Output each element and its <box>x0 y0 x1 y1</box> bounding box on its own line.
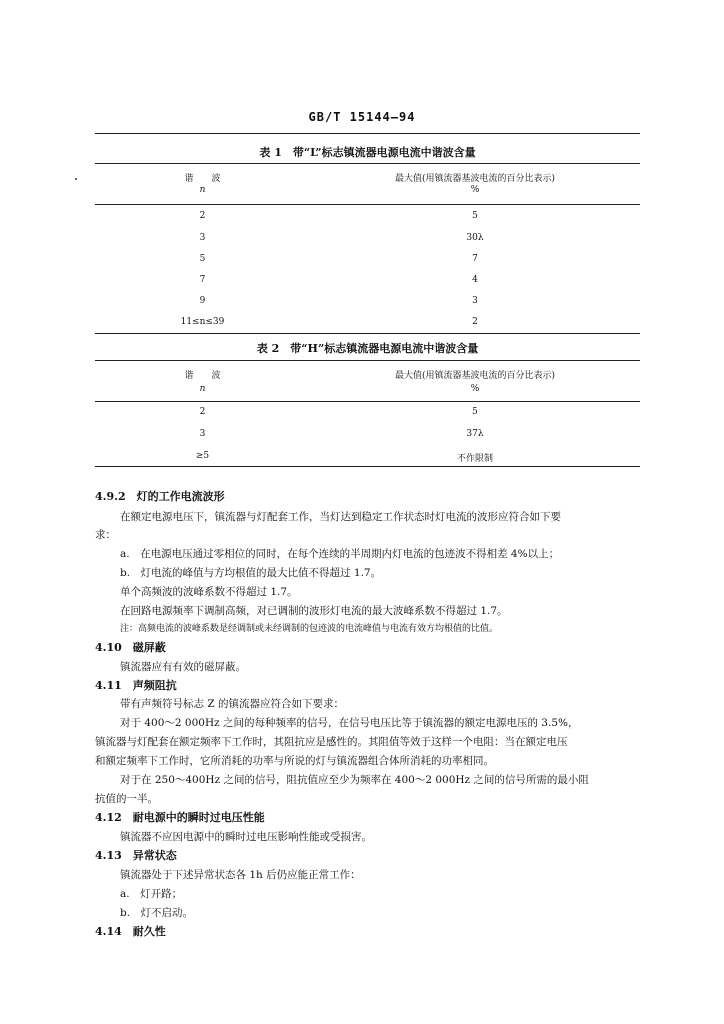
table2-row-n: 2 <box>199 407 206 417</box>
table2-header-rule <box>95 401 640 402</box>
list-item: b. 灯电流的峰值与方均根值的最大比值不得超过 1.7。 <box>120 567 382 579</box>
table1-row-n: 5 <box>199 254 206 264</box>
paragraph: 镇流器应有有效的磁屏蔽。 <box>120 661 246 673</box>
table2-top-rule <box>95 360 640 361</box>
paragraph: 镇流器不应因电源中的瞬时过电压影响性能或受损害。 <box>120 831 372 843</box>
section-4-12-title: 4.12 耐电源中的瞬时过电压性能 <box>95 811 265 824</box>
list-item: a. 灯开路； <box>120 888 183 900</box>
table1-bottom-rule <box>95 333 640 334</box>
paragraph: 求： <box>95 529 116 541</box>
table1-top-rule <box>95 163 640 164</box>
table1-row-n: 11≤n≤39 <box>180 317 225 327</box>
list-item: b. 灯不启动。 <box>120 907 194 919</box>
table1-caption: 表 1 带“L”标志镇流器电源电流中谐波含量 <box>259 146 476 159</box>
table1-row-n: 3 <box>199 233 206 243</box>
scan-speck <box>75 178 77 180</box>
table1-col1-sub: n <box>199 185 206 195</box>
table2-caption: 表 2 带“H”标志镇流器电源电流中谐波含量 <box>256 342 479 355</box>
table1-row-value: 3 <box>472 296 478 306</box>
table2-col2-sub: % <box>470 384 480 394</box>
section-4-14-title: 4.14 耐久性 <box>95 925 166 938</box>
table1-row-n: 9 <box>199 296 206 306</box>
paragraph: 在额定电源电压下，镇流器与灯配套工作，当灯达到稳定工作状态时灯电流的波形应符合如下要 <box>120 511 561 523</box>
table1-row-n: 2 <box>199 211 206 221</box>
paragraph: 单个高频波的波峰系数不得超过 1.7。 <box>120 586 298 598</box>
table2-row-value: 37λ <box>466 429 484 439</box>
section-4-13-title: 4.13 异常状态 <box>95 849 177 862</box>
table2-row-value: 不作限制 <box>456 454 493 464</box>
section-4-9-2-title: 4.9.2 灯的工作电流波形 <box>95 490 225 503</box>
paragraph: 和额定频率下工作时，它所消耗的功率与所说的灯与镇流器组合体所消耗的功率相同。 <box>95 755 494 767</box>
table1-col2-header: 最大值(用镇流器基波电流的百分比表示) <box>394 174 556 184</box>
table1-row-value: 7 <box>472 254 478 264</box>
table1-header-rule <box>95 204 640 205</box>
table1-col1-header: 谐 波 <box>184 174 221 184</box>
table2-row-n: 3 <box>199 429 206 439</box>
table2-col1-header: 谐 波 <box>184 371 221 381</box>
table2-col1-sub: n <box>199 384 206 394</box>
table2-col2-header: 最大值(用镇流器基波电流的百分比表示) <box>394 371 556 381</box>
note: 注：高频电流的波峰系数是经调制或未经调制的包迹波的电流峰值与电流有效方均根值的比值。 <box>120 624 499 634</box>
table1-row-n: 7 <box>199 275 206 285</box>
table1-row-value: 4 <box>472 275 478 285</box>
document-header: GB/T 15144—94 <box>308 110 416 124</box>
paragraph: 抗值的一半。 <box>95 793 158 805</box>
section-4-11-title: 4.11 声频阻抗 <box>95 679 177 692</box>
paragraph: 在回路电源频率下调制高频，对已调制的波形灯电流的最大波峰系数不得超过 1.7。 <box>120 605 508 617</box>
section-4-10-title: 4.10 磁屏蔽 <box>95 641 166 654</box>
table2-row-n: ≥5 <box>195 451 210 461</box>
table1-col2-sub: % <box>470 185 480 195</box>
paragraph: 对于在 250～400Hz 之间的信号，阻抗值应至少为频率在 400～2 000Hz 之间的信号所需的最小阻 <box>120 774 589 786</box>
table1-row-value: 30λ <box>466 233 484 243</box>
paragraph: 对于 400～2 000Hz 之间的每种频率的信号，在信号电压比等于镇流器的额定电源电压的 3.5%， <box>120 717 579 729</box>
paragraph: 镇流器与灯配套在额定频率下工作时，其阻抗应是感性的。其阻值等效于这样一个电阻：当在额定电压 <box>95 736 568 748</box>
paragraph: 镇流器处于下述异常状态各 1h 后仍应能正常工作： <box>120 869 361 881</box>
table2-row-value: 5 <box>472 407 478 417</box>
table1-row-value: 2 <box>472 317 478 327</box>
table1-row-value: 5 <box>472 211 478 221</box>
header-rule <box>95 133 640 134</box>
list-item: a. 在电源电压通过零相位的同时，在每个连续的半周期内灯电流的包迹波不得相差 4%以上； <box>120 548 560 560</box>
table2-bottom-rule <box>95 466 640 467</box>
paragraph: 带有声频符号标志 Z 的镇流器应符合如下要求： <box>120 698 344 710</box>
